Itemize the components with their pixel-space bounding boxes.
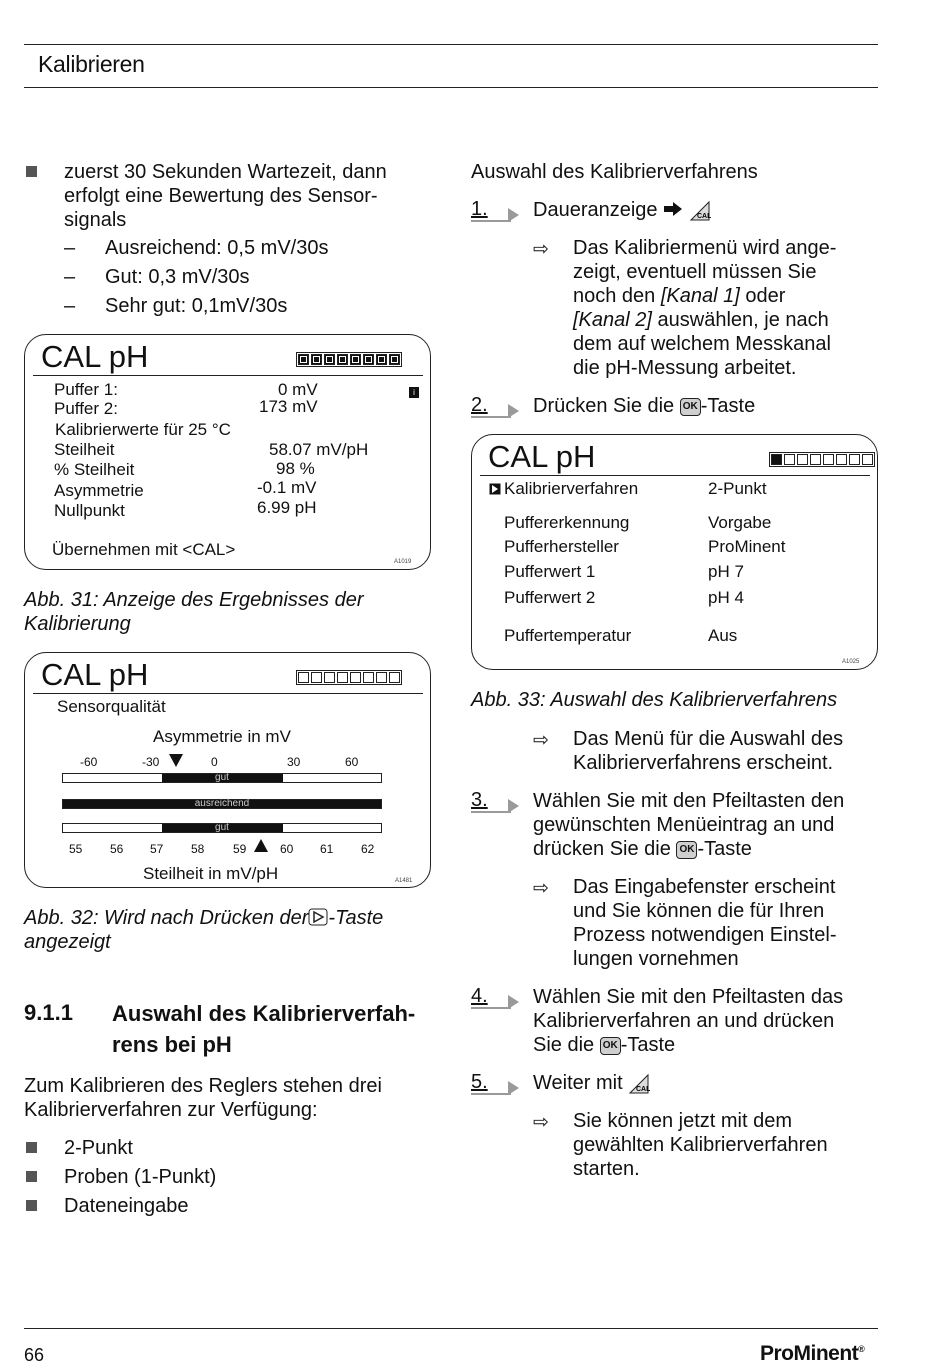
lcd-footer: Übernehmen mit <CAL> xyxy=(52,540,236,559)
lcd-row-value: Vorgabe xyxy=(708,513,772,532)
lcd-row-label: Puffer 1: xyxy=(54,380,118,399)
section-title: Kalibrieren xyxy=(38,51,145,77)
step-text: Daueranzeige CAL xyxy=(533,199,711,221)
figure-caption: Abb. 33: Auswahl des Kalibrierverfahrens xyxy=(471,689,838,711)
step-arrow-icon xyxy=(508,208,519,222)
svg-text:CAL: CAL xyxy=(636,1085,651,1093)
method-item: Proben (1-Punkt) xyxy=(64,1166,217,1188)
top-rule xyxy=(24,44,878,45)
bullet-icon xyxy=(26,166,37,177)
ok-key-icon: OK xyxy=(676,841,697,859)
step-result: Das Menü für die Auswahl des Kalibrierverfahrens erscheint. xyxy=(573,728,844,774)
result-arrow-icon: ⇨ xyxy=(533,878,549,899)
footer-rule xyxy=(24,1328,878,1329)
step-text: Wählen Sie mit den Pfeiltasten den gewünschten Menüeintrag an und drücken Sie die OK -Taste xyxy=(533,790,845,860)
step-underline xyxy=(471,1093,511,1095)
ok-key-icon: OK xyxy=(600,1037,621,1055)
lcd-title: CAL pH xyxy=(41,657,149,692)
lcd-row-value: 58.07 mV/pH xyxy=(269,440,369,459)
sub-item: Gut: 0,3 mV/30s xyxy=(105,266,250,288)
lcd-title: CAL pH xyxy=(488,439,596,474)
intro-bullet: zuerst 30 Sekunden Wartezeit, dann erfolgt eine Bewertung des Sensor- signals xyxy=(64,161,387,231)
step-number: 5. xyxy=(471,1071,488,1093)
lcd-separator xyxy=(480,475,870,476)
step-arrow-icon xyxy=(508,799,519,813)
step-number: 2. xyxy=(471,394,488,416)
scale-tick: 56 xyxy=(110,842,124,856)
step-result: Das Kalibriermenü wird ange- zeigt, eventuell müssen Sie noch den [Kanal 1] oder [Kanal 2] auswählen, je nach dem auf welchem Messkanal die pH-Messung arbeitet. xyxy=(573,237,837,379)
brand-logo: ProMinent® xyxy=(760,1342,865,1365)
sub-list xyxy=(105,236,328,323)
asymmetry-marker-icon xyxy=(169,754,183,767)
lcd-row-value: -0.1 mV xyxy=(257,478,317,497)
scale-tick: 58 xyxy=(191,842,205,856)
lcd-calibration-method-display xyxy=(471,434,878,670)
lcd-separator xyxy=(33,693,423,694)
slope-label: Steilheit in mV/pH xyxy=(143,864,279,883)
asymmetry-label: Asymmetrie in mV xyxy=(153,727,291,746)
lcd-row-label: Asymmetrie xyxy=(54,481,144,500)
step-arrow-icon xyxy=(508,404,519,418)
sub-item: Ausreichend: 0,5 mV/30s xyxy=(105,237,329,259)
info-icon: i xyxy=(409,387,419,398)
lcd-row-value: Aus xyxy=(708,626,738,645)
result-arrow-icon: ⇨ xyxy=(533,730,549,751)
lcd-row-value: pH 4 xyxy=(708,588,744,607)
step-text: Drücken Sie die OK -Taste xyxy=(533,395,756,417)
right-heading: Auswahl des Kalibrierverfahrens xyxy=(471,161,758,183)
lcd-row-value: ProMinent xyxy=(708,537,786,556)
figure-id: A1481 xyxy=(395,878,413,884)
figure-caption: Abb. 32: Wird nach Drücken der -Taste angezeigt xyxy=(24,907,384,953)
page-number: 66 xyxy=(24,1345,45,1365)
lcd-row-label: Kalibrierverfahren xyxy=(504,479,639,498)
step-result: Das Eingabefenster erscheint und Sie können die für Ihren Prozess notwendigen Einstel- lungen vornehmen xyxy=(573,876,837,970)
segment-indicator xyxy=(296,352,402,367)
bullet-icon xyxy=(26,1171,37,1182)
step-number: 4. xyxy=(471,985,488,1007)
lcd-sensor-quality-display xyxy=(24,652,431,888)
scale-tick: -60 xyxy=(80,755,98,769)
lcd-row-label: Puffer 2: xyxy=(54,399,118,418)
lcd-row-value: 0 mV xyxy=(278,380,318,399)
step-underline xyxy=(471,811,511,813)
lcd-row-label: Steilheit xyxy=(54,440,115,459)
lcd-row-value: 98 % xyxy=(276,459,315,478)
step-underline xyxy=(471,416,511,418)
quality-bar-sufficient: ausreichend xyxy=(62,799,382,809)
lcd-title: CAL pH xyxy=(41,339,149,374)
lcd-row-label: Puffererkennung xyxy=(504,513,630,532)
step-underline xyxy=(471,220,511,222)
lcd-subtitle: Sensorqualität xyxy=(57,697,166,716)
cal-key-icon xyxy=(628,1073,650,1095)
figure-id: A1025 xyxy=(842,659,860,665)
scale-tick: 60 xyxy=(345,755,359,769)
step-text: Weiter mit CAL xyxy=(533,1072,651,1094)
step-underline xyxy=(471,1007,511,1009)
sub-item: Sehr gut: 0,1mV/30s xyxy=(105,295,288,317)
quality-bar-good: gut xyxy=(62,773,382,783)
svg-text:CAL: CAL xyxy=(696,212,711,220)
lcd-row-label: Pufferwert 2 xyxy=(504,588,596,607)
lcd-row-value: pH 7 xyxy=(708,562,744,581)
lcd-row-label: Pufferwert 1 xyxy=(504,562,596,581)
step-result: Sie können jetzt mit dem gewählten Kalibrierverfahren starten. xyxy=(573,1110,828,1180)
step-text: Wählen Sie mit den Pfeiltasten das Kalibrierverfahren an und drücken Sie die OK -Taste xyxy=(533,986,844,1056)
dash-list: – – – xyxy=(64,237,76,317)
scale-tick: 62 xyxy=(361,842,375,856)
cal-key-icon xyxy=(689,200,711,222)
lcd-row-value: 173 mV xyxy=(259,397,318,416)
selection-cursor-icon xyxy=(489,483,501,495)
lcd-separator xyxy=(33,375,423,376)
step-number: 3. xyxy=(471,789,488,811)
scale-tick: 60 xyxy=(280,842,294,856)
scale-tick: 61 xyxy=(320,842,334,856)
play-key-icon xyxy=(308,908,328,926)
lcd-row-label: Pufferhersteller xyxy=(504,537,619,556)
right-arrow-icon xyxy=(663,201,683,217)
method-item: 2-Punkt xyxy=(64,1137,133,1159)
segment-indicator xyxy=(296,670,402,685)
bullet-icon xyxy=(26,1200,37,1211)
figure-caption: Abb. 31: Anzeige des Ergebnisses der Kalibrierung xyxy=(24,589,364,635)
scale-tick: 55 xyxy=(69,842,83,856)
lcd-row-value: 2-Punkt xyxy=(708,479,767,498)
lcd-row-label: Nullpunkt xyxy=(54,501,125,520)
ok-key-icon: OK xyxy=(680,398,701,416)
lcd-row-label: Puffertemperatur xyxy=(504,626,632,645)
bullet-icon xyxy=(26,1142,37,1153)
scale-tick: -30 xyxy=(142,755,160,769)
section-text: Zum Kalibrieren des Reglers stehen drei Kalibrierverfahren zur Verfügung: xyxy=(24,1075,382,1121)
result-arrow-icon: ⇨ xyxy=(533,1112,549,1133)
lcd-row-value: 6.99 pH xyxy=(257,498,317,517)
lcd-row-label: Kalibrierwerte für 25 °C xyxy=(55,420,231,439)
segment-indicator xyxy=(769,452,875,467)
scale-tick: 0 xyxy=(211,755,218,769)
figure-id: A1019 xyxy=(394,559,412,565)
section-number: 9.1.1 xyxy=(24,1000,73,1025)
scale-tick: 30 xyxy=(287,755,301,769)
header-rule xyxy=(24,87,878,88)
scale-tick: 59 xyxy=(233,842,247,856)
result-arrow-icon: ⇨ xyxy=(533,239,549,260)
quality-bar-good: gut xyxy=(62,823,382,833)
section-heading: Auswahl des Kalibrierverfah- rens bei pH xyxy=(112,1001,416,1057)
method-item: Dateneingabe xyxy=(64,1195,189,1217)
scale-tick: 57 xyxy=(150,842,164,856)
slope-marker-icon xyxy=(254,839,268,852)
lcd-row-label: % Steilheit xyxy=(54,460,135,479)
step-arrow-icon xyxy=(508,995,519,1009)
lcd-results-display xyxy=(24,334,431,570)
step-arrow-icon xyxy=(508,1081,519,1095)
step-number: 1. xyxy=(471,198,488,220)
